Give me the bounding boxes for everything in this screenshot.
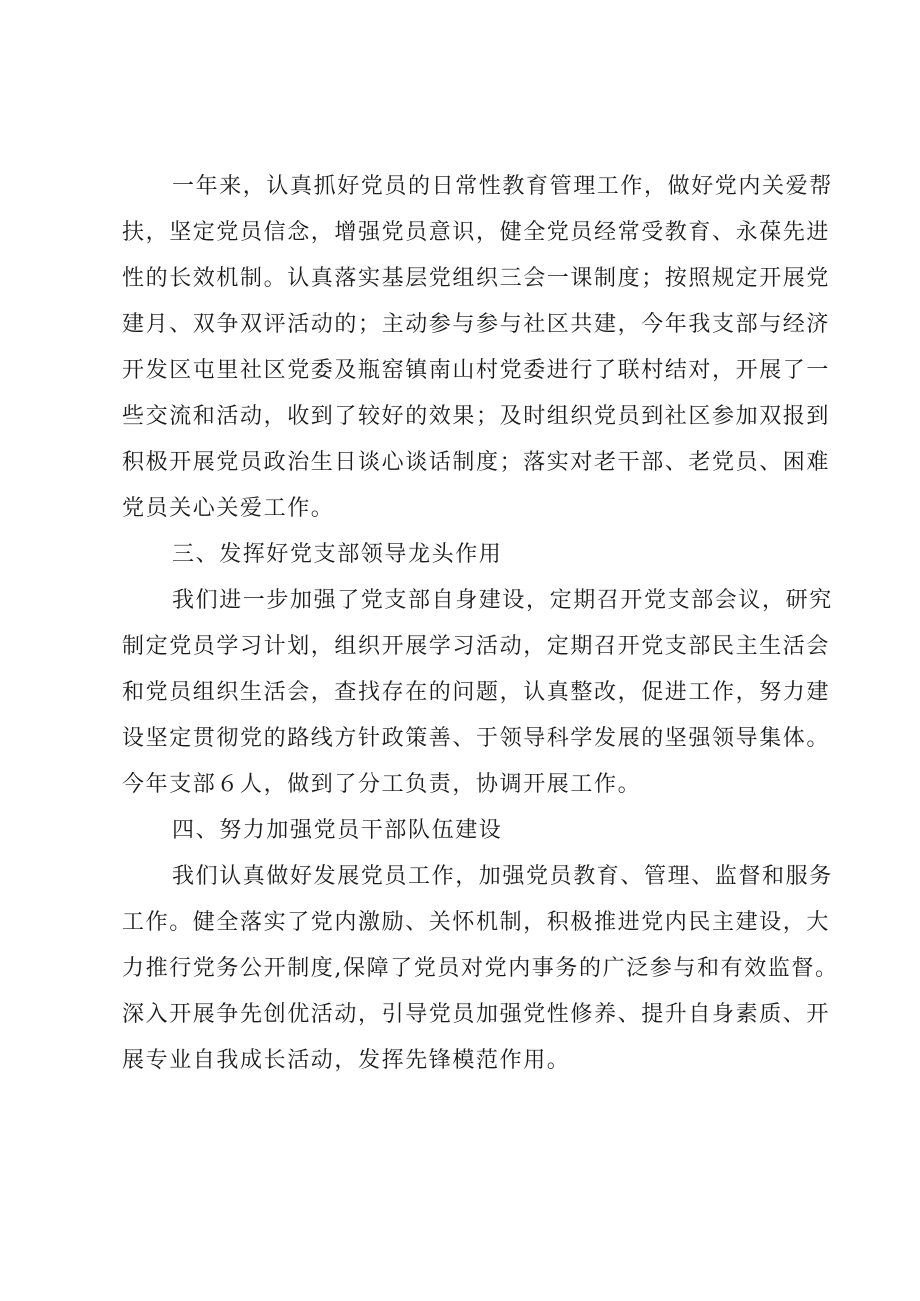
paragraph-1-line-7: 积极开展党员政治生日谈心谈话制度；落实对老干部、老党员、困难 xyxy=(122,450,831,475)
paragraph-1-line-1: 一年来，认真抓好党员的日常性教育管理工作，做好党内关爱帮 xyxy=(172,174,833,199)
paragraph-3-line-4: 深入开展争先创优活动，引导党员加强党性修养、提升自身素质、开 xyxy=(122,1002,831,1027)
paragraph-2-line-2: 制定党员学习计划，组织开展学习活动，定期召开党支部民主生活会 xyxy=(122,634,831,659)
paragraph-2-line-1: 我们进一步加强了党支部自身建设，定期召开党支部会议，研究 xyxy=(172,588,833,613)
section-heading-4: 四、努力加强党员干部队伍建设 xyxy=(172,818,503,843)
paragraph-1-line-6: 些交流和活动，收到了较好的效果；及时组织党员到社区参加双报到 xyxy=(122,404,831,429)
paragraph-1-line-4: 建月、双争双评活动的；主动参与参与社区共建，今年我支部与经济 xyxy=(122,312,831,337)
section-heading-3: 三、发挥好党支部领导龙头作用 xyxy=(172,542,503,567)
paragraph-3-line-2: 工作。健全落实了党内激励、关怀机制，积极推进党内民主建设，大 xyxy=(122,910,831,935)
paragraph-1-line-8: 党员关心关爱工作。 xyxy=(122,496,335,521)
paragraph-1-line-2: 扶，坚定党员信念，增强党员意识，健全党员经常受教育、永葆先进 xyxy=(122,220,831,245)
paragraph-1-line-5: 开发区屯里社区党委及瓶窑镇南山村党委进行了联村结对，开展了一 xyxy=(122,358,831,383)
paragraph-1-line-3: 性的长效机制。认真落实基层党组织三会一课制度；按照规定开展党 xyxy=(122,266,831,291)
paragraph-3-line-5: 展专业自我成长活动，发挥先锋模范作用。 xyxy=(122,1048,571,1073)
paragraph-2-line-3: 和党员组织生活会，查找存在的问题，认真整改，促进工作，努力建 xyxy=(122,680,831,705)
paragraph-3-line-3: 力推行党务公开制度,保障了党员对党内事务的广泛参与和有效监督。 xyxy=(122,956,839,981)
paragraph-2-line-5: 今年支部６人，做到了分工负责，协调开展工作。 xyxy=(122,772,642,797)
paragraph-3-line-1: 我们认真做好发展党员工作，加强党员教育、管理、监督和服务 xyxy=(172,864,833,889)
paragraph-2-line-4: 设坚定贯彻党的路线方针政策善、于领导科学发展的坚强领导集体。 xyxy=(122,726,831,751)
